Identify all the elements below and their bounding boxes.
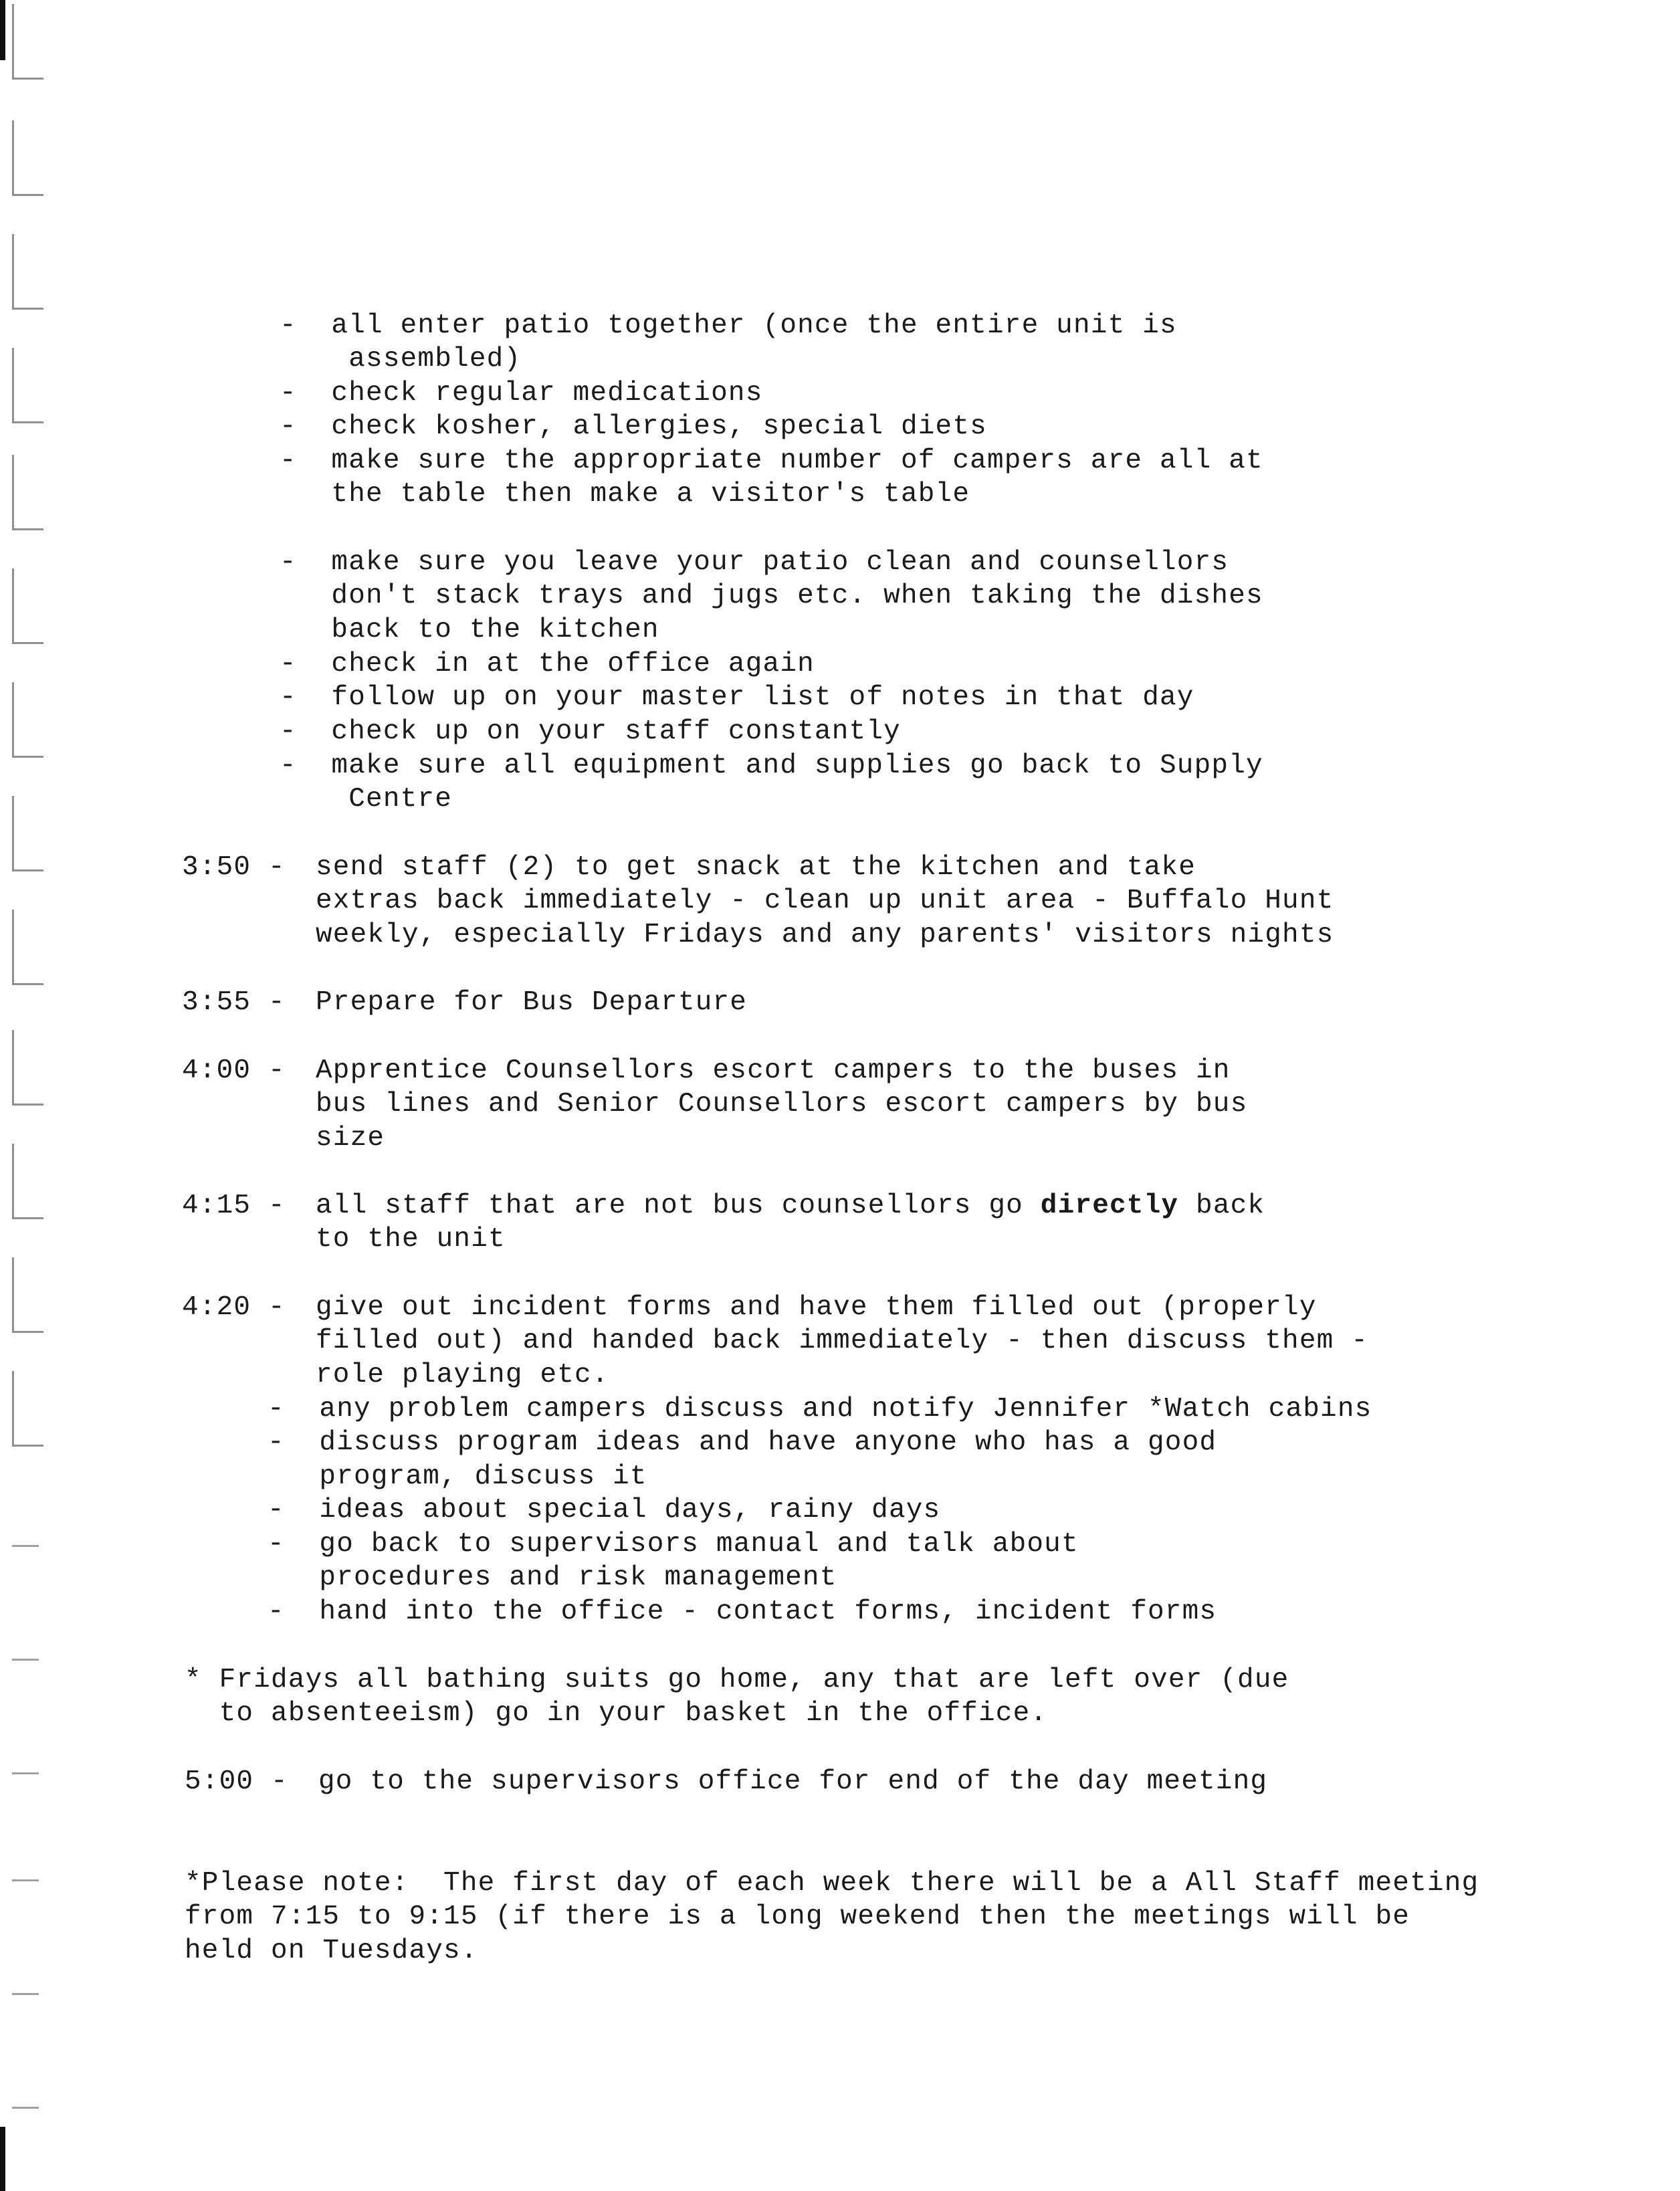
text-line: weekly, especially Fridays and any parents' visitors nights — [316, 920, 1334, 950]
text-line: assembled) — [280, 344, 522, 375]
text-line: - check in at the office again — [280, 649, 815, 680]
text-line: bus lines and Senior Counsellors escort campers by bus — [316, 1089, 1248, 1120]
text-line: - make sure you leave your patio clean and counsellors — [280, 547, 1229, 578]
text-line: - check regular medications — [280, 378, 763, 409]
text-line: - ideas about special days, rainy days — [268, 1495, 941, 1526]
text-line: - any problem campers discuss and notify Jennifer *Watch cabins — [268, 1394, 1372, 1425]
text-line: to the unit — [316, 1224, 506, 1255]
text-line: send staff (2) to get snack at the kitchen and take — [316, 852, 1196, 883]
text-line: give out incident forms and have them filled out (properly — [316, 1292, 1317, 1323]
text-line: - discuss program ideas and have anyone who has a good — [268, 1427, 1217, 1458]
text-line: - make sure all equipment and supplies go back to Supply — [280, 750, 1263, 781]
text-segment: all staff that are not bus counsellors go — [316, 1190, 1041, 1221]
schedule-time-350: 3:50 - — [182, 852, 286, 883]
text-line: go to the supervisors office for end of the day meeting — [318, 1766, 1268, 1797]
text-line: Prepare for Bus Departure — [316, 987, 748, 1018]
binder-hole-marks — [12, 0, 52, 2191]
text-line: procedures and risk management — [268, 1562, 837, 1593]
text-line: - hand into the office - contact forms, incident forms — [268, 1596, 1217, 1627]
text-segment: back — [1178, 1190, 1265, 1221]
text-line: - all enter patio together (once the entire unit is — [280, 310, 1177, 341]
please-note: *Please note: The first day of each week there will be a All Staff meeting — [185, 1868, 1479, 1899]
text-line: role playing etc. — [316, 1360, 609, 1390]
text-line: the table then make a visitor's table — [280, 479, 970, 510]
text-line: - go back to supervisors manual and talk about — [268, 1529, 1079, 1560]
fridays-note: * Fridays all bathing suits go home, any that are left over (due — [185, 1665, 1289, 1695]
schedule-time-400: 4:00 - — [182, 1055, 286, 1086]
schedule-time-355: 3:55 - — [182, 987, 286, 1018]
text-line: back to the kitchen — [280, 615, 659, 645]
please-note: held on Tuesdays. — [185, 1936, 478, 1966]
text-line: Centre — [280, 784, 453, 815]
text-line: - make sure the appropriate number of campers are all at — [280, 445, 1263, 476]
text-line: extras back immediately - clean up unit area - Buffalo Hunt — [316, 885, 1334, 916]
schedule-time-500: 5:00 - — [185, 1766, 288, 1797]
schedule-time-420: 4:20 - — [182, 1292, 286, 1323]
text-line: - check kosher, allergies, special diets — [280, 411, 987, 442]
please-note: from 7:15 to 9:15 (if there is a long weekend then the meetings will be — [185, 1901, 1410, 1932]
edge-shadow-bottom — [0, 2127, 5, 2191]
text-line: Apprentice Counsellors escort campers to the buses in — [316, 1055, 1231, 1086]
text-line — [316, 1189, 1265, 1223]
fridays-note: to absenteeism) go in your basket in the office. — [185, 1698, 1048, 1729]
text-line: size — [316, 1123, 385, 1154]
edge-shadow-top — [0, 0, 5, 60]
emphasis-directly: directly — [1040, 1190, 1179, 1221]
text-line: don't stack trays and jugs etc. when taking the dishes — [280, 581, 1263, 611]
text-line: program, discuss it — [268, 1461, 647, 1492]
text-line: - follow up on your master list of notes in that day — [280, 682, 1194, 713]
text-line: filled out) and handed back immediately - then discuss them - — [316, 1326, 1369, 1356]
text-line: - check up on your staff constantly — [280, 716, 901, 747]
schedule-time-415: 4:15 - — [182, 1190, 286, 1221]
